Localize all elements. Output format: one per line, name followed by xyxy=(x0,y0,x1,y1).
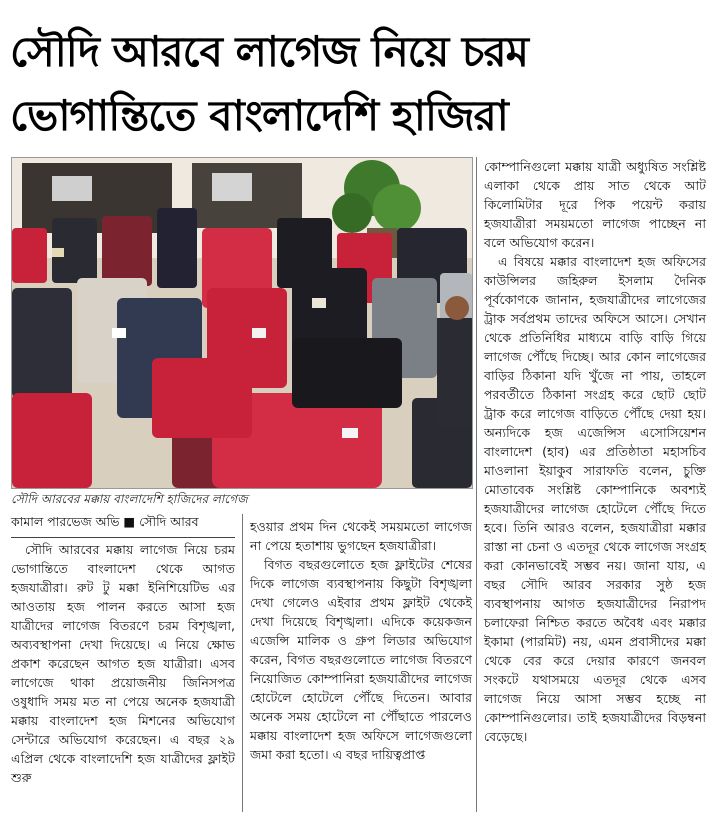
author-name: কামাল পারভেজ অভি xyxy=(11,514,120,529)
column-divider xyxy=(476,157,477,812)
byline-separator: ■ xyxy=(123,514,136,529)
paragraph: হওয়ার প্রথম দিন থেকেই সময়মতো লাগেজ না পেয়ে হতাশায় ভুগছেন হজযাত্রীরা। xyxy=(250,519,472,553)
location: সৌদি আরব xyxy=(139,514,199,529)
article-column-left xyxy=(11,540,235,787)
paragraph: সৌদি আরবের মক্কায় লাগেজ নিয়ে চরম ভোগান্তিতে বাংলাদেশ থেকে আগত হজযাত্রীরা। রুট টু মক্কা ইনিশিয়েটিভ এর আওতায় হজ পালন করতে আসা হজ যাত্রীদের লাগেজ বিতরণে চরম বিশৃঙ্খলা, অব্যবস্থাপনা দেখা দিয়েছে। এ নিয়ে ক্ষোভ প্রকাশ করেছেন আগত হজ যাত্রীরা। এসব লাগেজে থাকা প্রয়োজনীয় জিনিসপত্র ওষুধাদি সময় মত না পেয়ে অনেক হজযাত্রী মক্কায় বাংলাদেশ হজ মিশনের অভিযোগ সেন্টারে অভিযোগ করেছেন। এ বছর ২৯ এপ্রিল থেকে বাংলাদেশি হজ যাত্রীদের ফ্লাইট শুরু xyxy=(11,542,235,785)
article-column-middle xyxy=(250,517,472,764)
byline xyxy=(11,514,235,538)
column-divider xyxy=(242,514,243,812)
luggage-photo xyxy=(11,157,473,489)
headline-line-1: সৌদি আরবে লাগেজ নিয়ে চরম xyxy=(10,27,528,76)
photo-caption: সৌদি আরবের মক্কায় বাংলাদেশি হাজিদের লাগেজ xyxy=(11,492,248,506)
paragraph: এ বিষয়ে মক্কার বাংলাদেশ হজ অফিসের কাউন্সিলর জহিরুল ইসলাম দৈনিক পূর্বকোণকে জানান, হজযাত্রীদের লাগেজের ট্রাক সর্বপ্রথম তাদের অফিসে আসে। সেখান থেকে প্রতিনিধির মাধ্যমে বাড়ি বাড়ি গিয়ে লাগেজ পৌঁছে দিচ্ছে। আর কোন লাগেজের বাড়ির ঠিকানা যদি খুঁজে না পায়, তাহলে পরবর্তীতে ঠিকানা সংগ্রহ করে ছোট ছোট ট্রাক করে লাগেজ বাড়িতে পৌঁছে দেয়া হয়। অন্যদিকে হজ এজেন্সিস এসোসিয়েশন বাংলাদেশ (হাব) এর প্রতিষ্ঠাতা মহাসচিব মাওলানা ইয়াকুব সারাফতি বলেন, চুক্তি মোতাবেক সংশ্লিষ্ট কোম্পানিকে অবশ্যই হজযাত্রীদের লাগেজ হোটেলে পৌঁছে দিতে হবে। তিনি আরও বলেন, হজযাত্রীরা মক্কার রাস্তা না চেনা ও এতদূর থেকে লাগেজ সংগ্রহ করা কোনভাবেই সম্ভব নয়। জানা যায়, এ বছর সৌদি আরব সরকার সুষ্ঠ হজ ব্যবস্থাপনায় আগত হজযাত্রীদের নিরাপদ চলাফেরা নিশ্চিত করতে অবৈধ এবং মক্কার ইকামা (পারমিট) নয়, এমন প্রবাসীদের মক্কা থেকে বের করে দেয়ার কারণে জনবল সংকটে যথাসময়ে এতদূর থেকে এসব লাগেজ নিয়ে আসা সম্ভব হচ্ছে না কোম্পানিগুলোর। তাই হজযাত্রীদের বিড়ম্বনা বেড়েছে। xyxy=(484,254,706,744)
paragraph: কোম্পানিগুলো মক্কায় যাত্রী অধ্যুষিত সংশ্লিষ্ট এলাকা থেকে প্রায় সাত থেকে আট কিলোমিটার দূরে পিক পয়েন্ট করায় হজযাত্রীরা সময়মতো লাগেজ পাচ্ছেন না বলে অভিযোগ করেন। xyxy=(484,159,706,250)
headline xyxy=(10,20,704,148)
headline-line-2: ভোগান্তিতে বাংলাদেশি হাজিরা xyxy=(10,91,508,140)
luggage-photo-illustration xyxy=(12,158,472,488)
paragraph: বিগত বছরগুলোতে হজ ফ্লাইটের শেষের দিকে লাগেজ ব্যবস্থাপনায় কিছুটা বিশৃঙ্খলা দেখা গেলেও এইবার প্রথম ফ্লাইট থেকেই দেখা দিয়েছে বিশৃঙ্খলা। এদিকে কয়েকজন এজেন্সি মালিক ও গ্রুপ লিডার অভিযোগ করেন, বিগত বছরগুলোতে লাগেজ বিতরণে নিয়োজিত কোম্পানিরা হজযাত্রীদের লাগেজ হোটেলে হোটেলে পৌঁছে দিতেন। আবার অনেক সময় হোটেলে না পৌঁছাতে পারলেও মক্কায় বাংলাদেশ হজ অফিসে লাগেজগুলো জমা করা হতো। এ বছর দায়িত্বপ্রাপ্ত xyxy=(250,557,472,762)
article-column-right xyxy=(484,157,706,746)
